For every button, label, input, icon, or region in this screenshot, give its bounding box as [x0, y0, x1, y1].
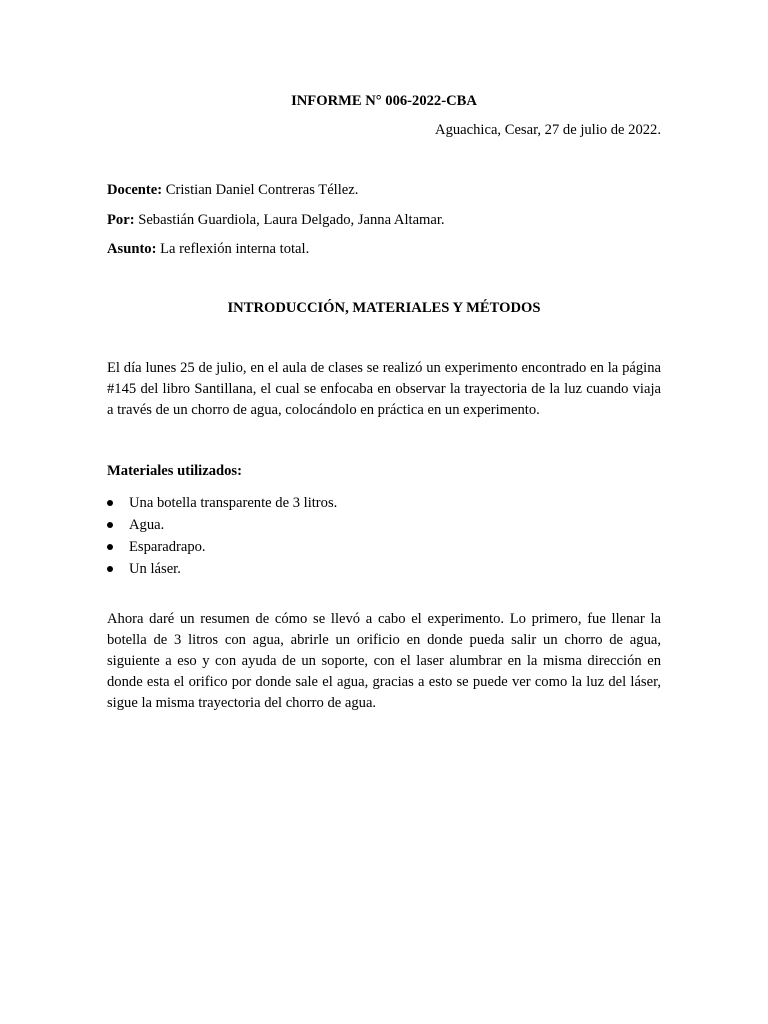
materials-heading: Materiales utilizados: — [107, 463, 242, 479]
por-value: Sebastián Guardiola, Laura Delgado, Janna Altamar. — [134, 212, 445, 228]
place-date: Aguachica, Cesar, 27 de julio de 2022. — [435, 122, 661, 138]
intro-paragraph: El día lunes 25 de julio, en el aula de clases se realizó un experimento encontrado en la página #145 del libro Santillana, el cual se enfocaba en observar la trayectoria de la luz cuando viaja a través de un chorro de agua, colocándolo en práctica en un experimento. — [107, 360, 661, 418]
asunto-label: Asunto: — [107, 241, 157, 257]
material-text: Agua. — [129, 517, 165, 533]
summary-paragraph: Ahora daré un resumen de cómo se llevó a cabo el experimento. Lo primero, fue llenar la botella de 3 litros con agua, abrirle un orificio en donde pueda salir un chorro de agua, siguiente a eso y con ayuda de un soporte, con el laser alumbrar en la misma dirección en donde esta el orifico por donde sale el agua, gracias a esto se puede ver como la luz del láser, sigue la misma trayectoria del chorro de agua. — [107, 611, 661, 711]
list-item — [107, 492, 337, 514]
docente-value: Cristian Daniel Contreras Téllez. — [162, 182, 359, 198]
list-item — [107, 536, 337, 558]
list-item — [107, 558, 337, 580]
material-text: Esparadrapo. — [129, 539, 206, 555]
docente-label: Docente: — [107, 182, 163, 198]
report-title: INFORME N° 006-2022-CBA — [291, 93, 477, 109]
section-title: INTRODUCCIÓN, MATERIALES Y MÉTODOS — [227, 300, 541, 316]
list-item — [107, 514, 337, 536]
materials-list — [107, 492, 337, 580]
por-field — [107, 210, 661, 230]
docente-field — [107, 180, 661, 200]
asunto-field — [107, 239, 661, 259]
material-text: Un láser. — [129, 561, 181, 577]
bullet-icon — [107, 544, 113, 550]
asunto-value: La reflexión interna total. — [156, 241, 310, 257]
bullet-icon — [107, 522, 113, 528]
por-label: Por: — [107, 212, 135, 228]
bullet-icon — [107, 500, 113, 506]
material-text: Una botella transparente de 3 litros. — [129, 495, 338, 511]
bullet-icon — [107, 566, 113, 572]
